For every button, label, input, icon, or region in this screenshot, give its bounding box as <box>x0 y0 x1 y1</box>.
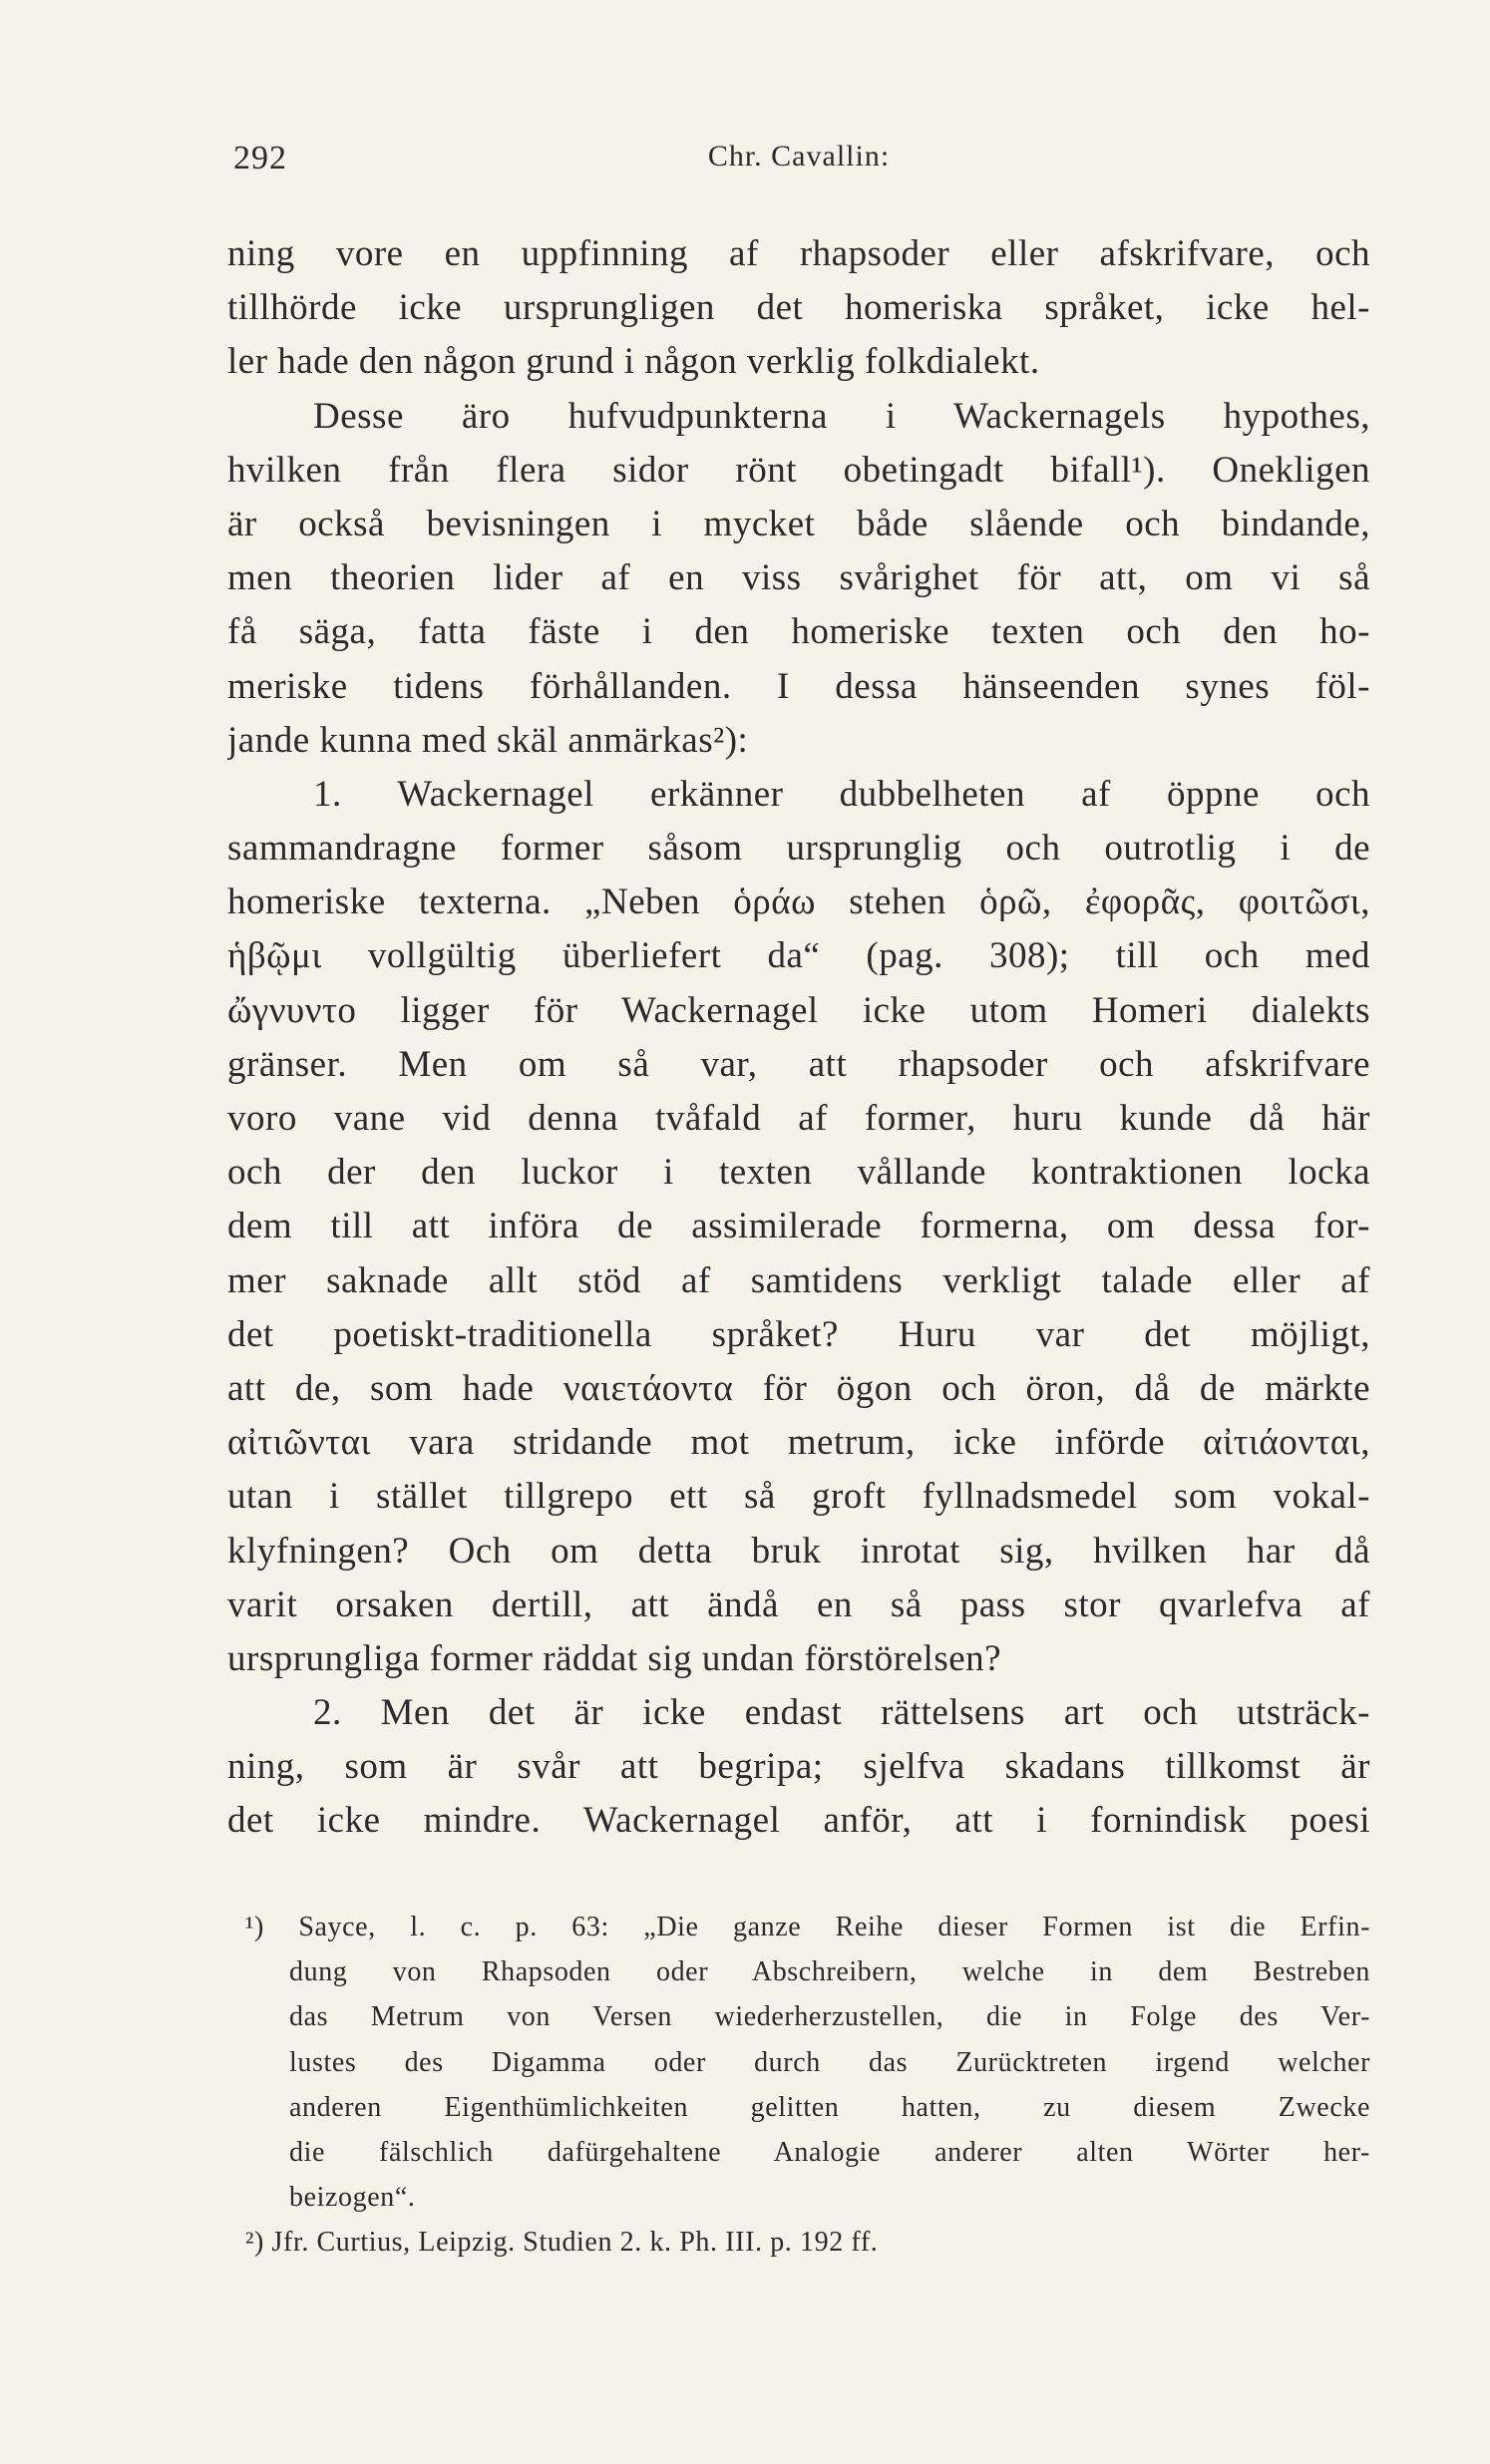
footnotes <box>227 1905 1370 2266</box>
body-line: sammandragne former såsom ursprunglig och outrotlig i de <box>227 828 1370 870</box>
running-header <box>227 132 1370 181</box>
body-text <box>227 227 1370 1849</box>
body-line: det icke mindre. Wackernagel anför, att i fornindisk poesi <box>227 1800 1370 1842</box>
body-line: få säga, fatta fäste i den homeriske texten och den ho- <box>227 611 1370 653</box>
body-line: αἰτιῶνται vara stridande mot metrum, icke införde αἰτιάονται, <box>227 1422 1370 1464</box>
page-number: 292 <box>233 140 287 176</box>
body-line: mer saknade allt stöd af samtidens verkligt talade eller af <box>227 1259 1370 1301</box>
body-line: det poetiskt-traditionella språket? Huru var det möjligt, <box>227 1313 1370 1355</box>
body-line: är också bevisningen i mycket både slående och bindande, <box>227 503 1370 544</box>
body-line: utan i stället tillgrepo ett så groft fyllnadsmedel som vokal- <box>227 1476 1370 1518</box>
body-line: att de, som hade ναιετάοντα för ögon och öron, då de märkte <box>227 1367 1370 1409</box>
body-line: ursprungliga former räddat sig undan förstörelsen? <box>227 1637 1002 1679</box>
body-line: ning vore en uppfinning af rhapsoder eller afskrifvare, och <box>227 233 1370 274</box>
body-line: ning, som är svår att begripa; sjelfva skadans tillkomst är <box>227 1746 1370 1788</box>
body-line: gränser. Men om så var, att rhapsoder och afskrifvare <box>227 1043 1370 1085</box>
footnote-1-line: die fälschlich dafürgehaltene Analogie anderer alten Wörter her- <box>289 2136 1370 2168</box>
body-line: tillhörde icke ursprungligen det homeriska språket, icke hel- <box>227 287 1370 329</box>
body-line: Desse äro hufvudpunkterna i Wackernagels hypothes, <box>313 395 1370 437</box>
body-line: dem till att införa de assimilerade formerna, om dessa for- <box>227 1206 1370 1247</box>
body-line: meriske tidens förhållanden. I dessa hänseenden synes föl- <box>227 665 1370 707</box>
footnote-1-line: lustes des Digamma oder durch das Zurücktreten irgend welcher <box>289 2046 1370 2078</box>
footnote-1-line: dung von Rhapsoden oder Abschreibern, welche in dem Bestreben <box>289 1956 1370 1988</box>
body-line: ὤγνυντο ligger för Wackernagel icke utom Homeri dialekts <box>227 989 1370 1031</box>
footnote-1-line: ¹) Sayce, l. c. p. 63: „Die ganze Reihe dieser Formen ist die Erfin- <box>245 1912 1370 1942</box>
body-line: jande kunna med skäl anmärkas²): <box>227 719 749 761</box>
footnote-1-line: beizogen“. <box>289 2182 416 2214</box>
body-line: hvilken från flera sidor rönt obetingadt bifall¹). Onekligen <box>227 449 1370 491</box>
body-line: homeriske texterna. „Neben ὁράω stehen ὁρῶ, ἐφορᾶς, φοιτῶσι, <box>227 881 1370 923</box>
body-line: ἡβῷμι vollgültig überliefert da“ (pag. 308); till och med <box>227 935 1370 977</box>
body-line: 1. Wackernagel erkänner dubbelheten af öppne och <box>313 773 1370 815</box>
footnote-1-line: anderen Eigenthümlichkeiten gelitten hatten, zu diesem Zwecke <box>289 2091 1370 2123</box>
body-line: ler hade den någon grund i någon verklig folkdialekt. <box>227 341 1040 383</box>
body-line: men theorien lider af en viss svårighet för att, om vi så <box>227 557 1370 599</box>
body-line: voro vane vid denna tvåfald af former, huru kunde då här <box>227 1098 1370 1139</box>
footnote-2-line: ²) Jfr. Curtius, Leipzig. Studien 2. k. Ph. III. p. 192 ff. <box>245 2227 879 2259</box>
body-line: varit orsaken dertill, att ändå en så pass stor qvarlefva af <box>227 1584 1370 1625</box>
body-line: klyfningen? Och om detta bruk inrotat sig, hvilken har då <box>227 1530 1370 1572</box>
body-line: 2. Men det är icke endast rättelsens art och utsträck- <box>313 1692 1370 1734</box>
running-title: Chr. Cavallin: <box>707 140 891 173</box>
footnote-1-line: das Metrum von Versen wiederherzustellen, die in Folge des Ver- <box>289 2001 1370 2033</box>
body-line: och der den luckor i texten vållande kontraktionen locka <box>227 1152 1370 1194</box>
